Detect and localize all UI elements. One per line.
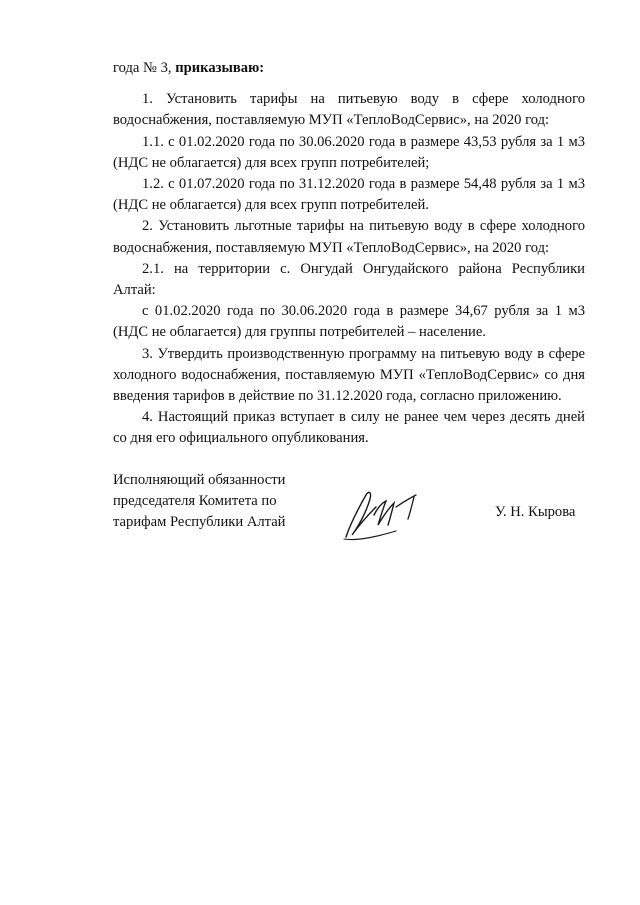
paragraph-2-1-rate: с 01.02.2020 года по 30.06.2020 года в размере 34,67 рубля за 1 м3 (НДС не облагается) для группы потребителей – население. (113, 303, 585, 341)
signatory-title-line-1: Исполняющий обязанности (113, 472, 286, 488)
signer-name: У. Н. Кырова (495, 504, 576, 520)
paragraph-1-2: 1.2. с 01.07.2020 года по 31.12.2020 года в размере 54,48 рубля за 1 м3 (НДС не облагается) для всех групп потребителей. (113, 176, 585, 214)
intro-text: года № 3, (113, 60, 176, 76)
paragraph-1: 1. Установить тарифы на питьевую воду в сфере холодного водоснабжения, поставляемую МУП «ТеплоВодСервис», на 2020 год: (113, 91, 585, 129)
handwritten-signature (336, 485, 436, 545)
signatory-title-line-3: тарифам Республики Алтай (113, 513, 286, 530)
paragraph-3: 3. Утвердить производственную программу на питьевую воду в сфере холодного водоснабжения, поставляемую МУП «ТеплоВодСервис» со дня введения тарифов в действие по 31.12.2020 года, согласно приложению. (113, 345, 585, 405)
paragraph-4: 4. Настоящий приказ вступает в силу не ранее чем через десять дней со дня его официального опубликования. (113, 409, 585, 447)
intro-line (113, 58, 585, 79)
document-body (113, 58, 585, 450)
signatory-title (113, 470, 313, 532)
signatory-title-line-2: председателя Комитета по (113, 492, 277, 509)
paragraph-1-1: 1.1. с 01.02.2020 года по 30.06.2020 года в размере 43,53 рубля за 1 м3 (НДС не облагается) для всех групп потребителей; (113, 133, 585, 171)
paragraph-2: 2. Установить льготные тарифы на питьевую воду в сфере холодного водоснабжения, поставляемую МУП «ТеплоВодСервис», на 2020 год: (113, 218, 585, 256)
order-keyword: приказываю: (175, 60, 265, 76)
paragraph-2-1: 2.1. на территории с. Онгудай Онгудайского района Республики Алтай: (113, 260, 585, 299)
